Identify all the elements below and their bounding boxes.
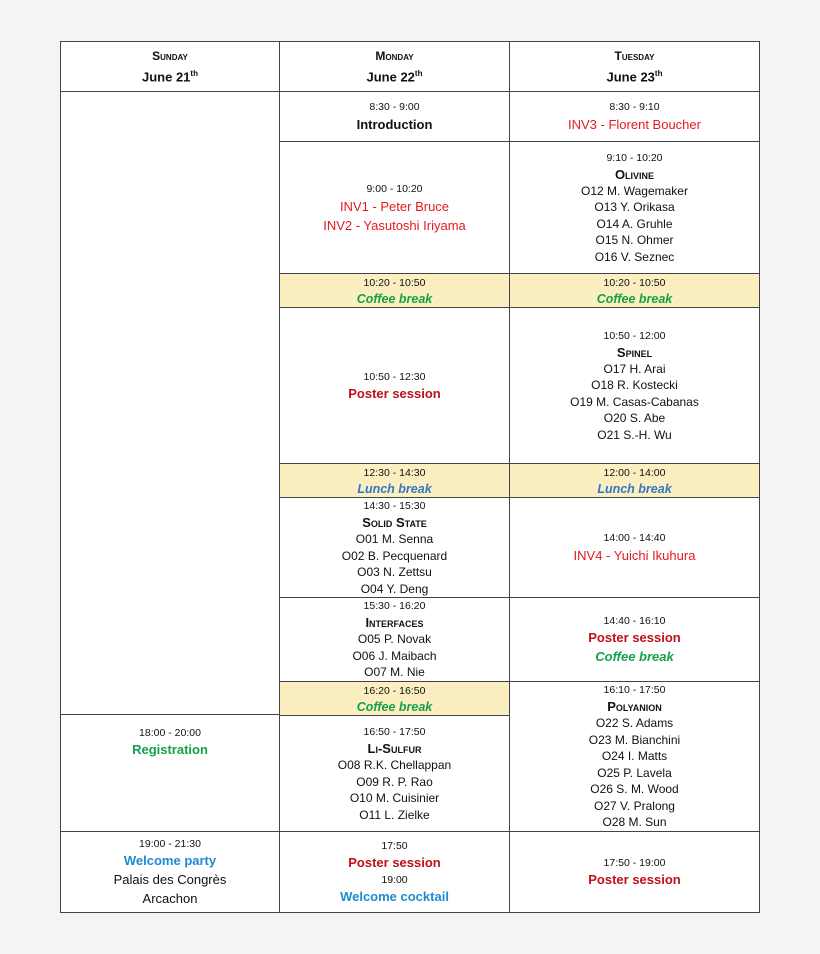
session-title: Polyanion	[607, 699, 662, 715]
talk-item: O17 H. Arai	[603, 361, 666, 376]
tuesday-inv4	[510, 498, 759, 598]
session-title: Interfaces	[365, 615, 424, 631]
sunday-registration	[61, 715, 280, 832]
session-label: Coffee break	[596, 291, 673, 306]
session-time: 19:00	[381, 874, 408, 886]
talk-item: O22 S. Adams	[595, 716, 674, 731]
session-time: 10:50 - 12:00	[603, 329, 666, 342]
invited-talk: INV1 - Peter Bruce	[339, 198, 450, 214]
session-label: Poster session	[588, 630, 681, 645]
header-tuesday	[510, 42, 759, 92]
talk-item: O08 R.K. Chellappan	[337, 758, 452, 772]
session-label: Lunch break	[357, 481, 432, 496]
session-label: Poster session	[348, 855, 441, 870]
talk-item: O07 M. Nie	[364, 665, 425, 680]
talk-item: O01 M. Senna	[355, 532, 434, 546]
date-suffix: th	[414, 69, 423, 79]
tuesday-evening	[510, 832, 759, 912]
invited-talk: INV3 - Florent Boucher	[568, 117, 701, 132]
session-title: Spinel	[616, 344, 653, 360]
session-label: Coffee break	[356, 699, 433, 714]
session-label: Introduction	[356, 117, 433, 132]
session-time: 16:10 - 17:50	[603, 684, 666, 697]
tuesday-coffee-1	[510, 274, 759, 308]
session-label: Poster session	[588, 872, 681, 887]
talk-item: O12 M. Wagemaker	[581, 183, 688, 198]
talk-item: O06 J. Maibach	[352, 648, 437, 663]
session-time: 18:00 - 20:00	[139, 727, 201, 739]
talk-item: O20 S. Abe	[603, 411, 666, 426]
venue: Palais des Congrès	[113, 872, 227, 887]
tuesday-polyanion	[510, 682, 759, 832]
date-suffix: th	[654, 69, 663, 79]
tuesday-inv3	[510, 92, 759, 142]
session-time: 8:30 - 9:10	[609, 101, 660, 113]
schedule-table	[60, 41, 760, 913]
monday-poster	[280, 308, 510, 464]
session-time: 12:30 - 14:30	[363, 466, 426, 479]
monday-invited	[280, 142, 510, 274]
session-title: Solid State	[362, 515, 427, 530]
session-time: 9:10 - 10:20	[606, 151, 663, 164]
monday-coffee-1	[280, 274, 510, 308]
day-date: June 22	[366, 69, 415, 85]
talk-item: O04 Y. Deng	[360, 581, 429, 596]
tuesday-lunch	[510, 464, 759, 498]
session-time: 14:00 - 14:40	[603, 532, 666, 544]
day-name: Sunday	[152, 49, 188, 64]
talk-item: O28 M. Sun	[602, 815, 667, 830]
session-time: 17:50	[381, 840, 408, 852]
monday-evening	[280, 832, 510, 912]
talk-item: O24 I. Matts	[601, 749, 668, 764]
session-time: 8:30 - 9:00	[369, 101, 420, 113]
session-label: Coffee break	[595, 649, 674, 664]
session-time: 12:00 - 14:00	[603, 466, 666, 479]
talk-item: O25 P. Lavela	[597, 765, 672, 780]
monday-interfaces	[280, 598, 510, 682]
talk-item: O09 R. P. Rao	[356, 774, 433, 789]
day-date: June 23	[606, 69, 655, 85]
talk-item: O13 Y. Orikasa	[594, 200, 675, 215]
session-time: 16:50 - 17:50	[363, 726, 426, 738]
session-time: 10:50 - 12:30	[363, 370, 426, 383]
day-name: Tuesday	[614, 49, 655, 64]
session-label: Registration	[132, 742, 208, 757]
session-time: 15:30 - 16:20	[363, 600, 426, 613]
tuesday-spinel	[510, 308, 759, 464]
session-time: 10:20 - 10:50	[603, 276, 666, 289]
header-sunday	[61, 42, 280, 92]
session-label: Lunch break	[597, 481, 672, 496]
talk-item: O05 P. Novak	[357, 632, 432, 647]
tuesday-olivine	[510, 142, 759, 274]
date-suffix: th	[190, 69, 198, 79]
session-label: Welcome cocktail	[340, 889, 449, 904]
talk-item: O23 M. Bianchini	[588, 732, 681, 747]
session-label: Welcome party	[123, 853, 217, 868]
talk-item: O26 S. M. Wood	[590, 782, 679, 797]
monday-solid-state	[280, 498, 510, 598]
session-time: 9:00 - 10:20	[366, 182, 423, 195]
session-label: Poster session	[348, 385, 441, 401]
talk-item: O19 M. Casas-Cabanas	[570, 394, 699, 409]
invited-talk: INV4 - Yuichi Ikuhura	[573, 548, 696, 563]
monday-li-sulfur	[280, 716, 510, 832]
session-time: 10:20 - 10:50	[363, 276, 426, 289]
session-title: Li-Sulfur	[367, 741, 422, 756]
talk-item: O10 M. Cuisinier	[349, 791, 440, 805]
invited-talk: INV2 - Yasutoshi Iriyama	[323, 217, 466, 233]
talk-item: O18 R. Kostecki	[591, 378, 678, 393]
sunday-welcome	[61, 832, 280, 912]
talk-item: O03 N. Zettsu	[357, 565, 432, 579]
monday-intro	[280, 92, 510, 142]
session-time: 14:40 - 16:10	[603, 615, 666, 627]
venue-city: Arcachon	[142, 891, 198, 906]
talk-item: O15 N. Ohmer	[595, 233, 674, 248]
day-date: June 21	[142, 69, 191, 85]
talk-item: O21 S.-H. Wu	[597, 427, 672, 442]
talk-item: O27 V. Pralong	[594, 798, 675, 813]
session-time: 19:00 - 21:30	[139, 838, 201, 850]
session-time: 14:30 - 15:30	[363, 500, 426, 512]
session-label: Coffee break	[356, 291, 433, 306]
header-monday	[280, 42, 510, 92]
monday-lunch	[280, 464, 510, 498]
talk-item: O16 V. Seznec	[594, 249, 675, 264]
talk-item: O11 L. Zielke	[359, 807, 430, 822]
talk-item: O02 B. Pecquenard	[341, 548, 448, 563]
session-time: 16:20 - 16:50	[363, 684, 426, 697]
monday-coffee-2	[280, 682, 510, 716]
day-name: Monday	[375, 49, 414, 64]
session-time: 17:50 - 19:00	[603, 857, 666, 869]
session-title: Olivine	[614, 166, 655, 182]
tuesday-poster	[510, 598, 759, 682]
sunday-empty	[61, 92, 280, 715]
talk-item: O14 A. Gruhle	[596, 216, 673, 231]
